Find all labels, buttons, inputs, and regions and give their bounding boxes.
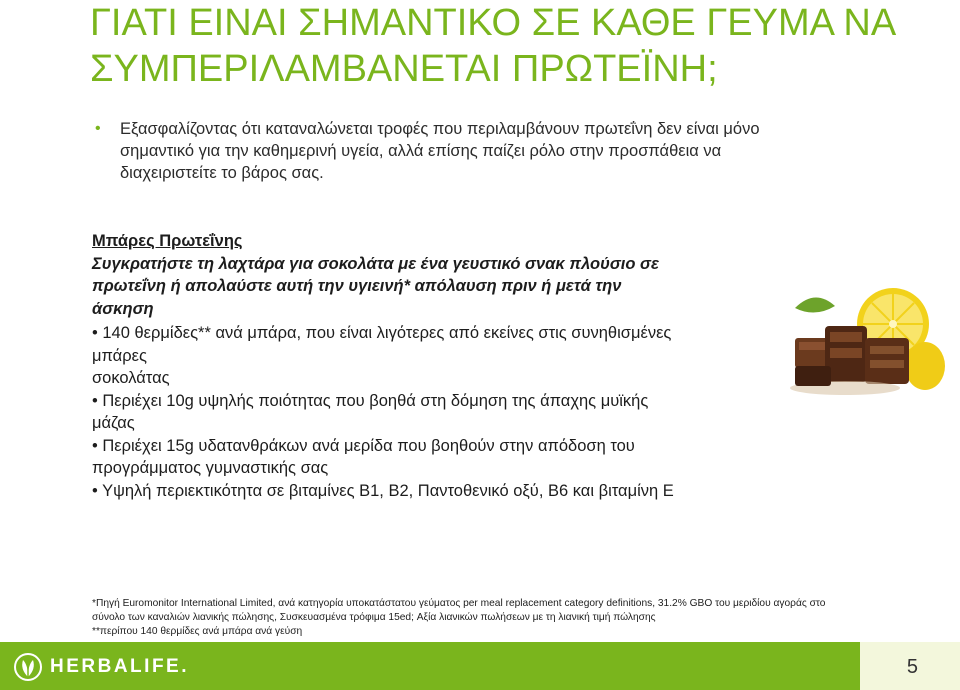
- bullet-marker: •: [95, 120, 101, 137]
- title-line-1: ΓΙΑΤΙ ΕΙΝΑΙ ΣΗΜΑΝΤΙΚΟ ΣΕ ΚΑΘΕ ΓΕΥΜΑ ΝΑ: [90, 2, 897, 44]
- product-point: • 140 θερμίδες** ανά μπάρα, που είναι λιγότερες από εκείνες στις συνηθισμένες: [92, 324, 672, 342]
- product-point: μπάρες: [92, 346, 147, 365]
- protein-bars-lemon-photo: [775, 288, 945, 398]
- footnote-line: *Πηγή Euromonitor International Limited, ανά κατηγορία υποκατάστατου γεύματος per meal replacement category definitions, 31.2% GBO του μεριδίου αγοράς στο: [92, 598, 826, 609]
- footnote-line: σύνολο των καναλιών λιανικής πώλησης, Συσκευασμένα τρόφιμα 15ed; Αξία λιανικών πωλήσεων με τη λιανική τιμή πώλησης: [92, 612, 656, 623]
- product-point: μάζας: [92, 414, 135, 432]
- product-point: • Περιέχει 10g υψηλής ποιότητας που βοηθά στη δόμηση της άπαχης μυϊκής: [92, 391, 649, 410]
- product-tagline-line: πρωτεΐνη ή απολαύστε αυτή την υγιεινή* απόλαυση πριν ή μετά την: [92, 277, 622, 295]
- product-heading: Μπάρες Πρωτεΐνης: [92, 232, 243, 250]
- product-point: • Περιέχει 15g υδατανθράκων ανά μερίδα που βοηθούν στην απόδοση του: [92, 436, 635, 455]
- herbalife-logo[interactable]: [14, 652, 189, 682]
- page-number: 5: [906, 656, 918, 678]
- footnote-line: **περίπου 140 θερμίδες ανά μπάρα ανά γεύση: [92, 626, 303, 637]
- title-line-2: ΣΥΜΠΕΡΙΛΑΜΒΑΝΕΤΑΙ ΠΡΩΤΕΪΝΗ;: [90, 48, 718, 90]
- intro-line: σημαντικό για την καθημερινή υγεία, αλλά επίσης παίζει ρόλο στην προσπάθεια να: [120, 142, 722, 160]
- product-point: σοκολάτας: [92, 369, 170, 387]
- product-tagline-line: άσκηση: [92, 299, 154, 318]
- product-description: [92, 230, 772, 502]
- intro-line: Εξασφαλίζοντας ότι καταναλώνεται τροφές που περιλαμβάνουν πρωτεΐνη δεν είναι μόνο: [120, 120, 760, 138]
- page-number-box: [860, 642, 960, 690]
- herbalife-leaf-icon: [14, 653, 42, 681]
- brand-name: HERBALIFE.: [50, 656, 189, 677]
- slide-title: [90, 0, 950, 92]
- product-point: • Υψηλή περιεκτικότητα σε βιταμίνες Β1, Β2, Παντοθενικό οξύ, Β6 και βιταμίνη Ε: [92, 481, 674, 500]
- product-tagline-line: Συγκρατήστε τη λαχτάρα για σοκολάτα με ένα γευστικό σνακ πλούσιο σε: [92, 254, 659, 273]
- product-point: προγράμματος γυμναστικής σας: [92, 459, 329, 477]
- footer-bar: [0, 642, 860, 690]
- intro-bullet: [95, 118, 865, 184]
- intro-line: διαχειριστείτε το βάρος σας.: [120, 164, 324, 182]
- footnotes: [92, 597, 952, 639]
